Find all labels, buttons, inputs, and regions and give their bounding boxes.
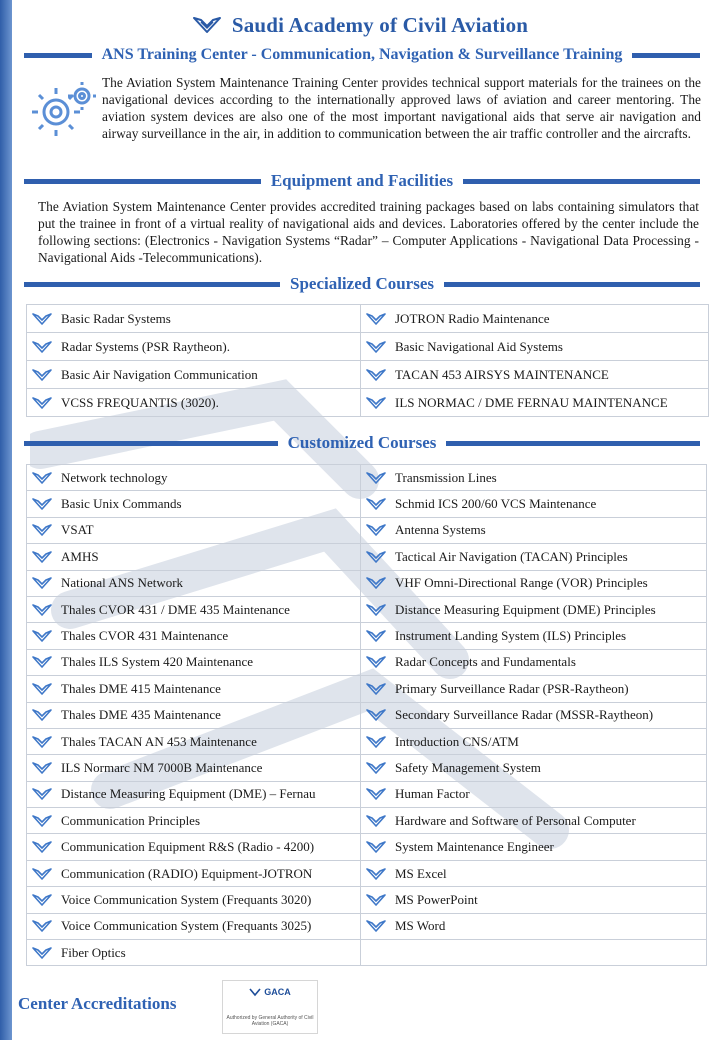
table-cell xyxy=(361,389,709,417)
course-name: ILS Normarc NM 7000B Maintenance xyxy=(61,759,263,775)
course-name: Distance Measuring Equipment (DME) Principles xyxy=(395,601,656,617)
wings-bullet-icon xyxy=(31,523,53,537)
course-name: JOTRON Radio Maintenance xyxy=(395,310,550,326)
table-row xyxy=(27,361,709,389)
wings-bullet-icon xyxy=(365,368,387,382)
course-name: Communication Equipment R&S (Radio - 4200) xyxy=(61,839,315,855)
course-name: Voice Communication System (Frequants 3025) xyxy=(61,918,312,934)
gaca-logo-text: GACA xyxy=(264,987,291,997)
course-name: MS PowerPoint xyxy=(395,891,478,907)
table-row xyxy=(27,728,707,754)
specialized-courses-table xyxy=(26,304,709,417)
course-name: TACAN 453 AIRSYS MAINTENANCE xyxy=(395,366,609,382)
wings-bullet-icon xyxy=(365,603,387,617)
course-name: VCSS FREQUANTIS (3020). xyxy=(61,394,219,410)
wings-bullet-icon xyxy=(365,629,387,643)
table-cell xyxy=(27,570,361,596)
wings-bullet-icon xyxy=(31,550,53,564)
table-row xyxy=(27,491,707,517)
table-cell xyxy=(361,649,707,675)
gaca-emblem-icon xyxy=(249,987,261,997)
course-name: Thales CVOR 431 / DME 435 Maintenance xyxy=(61,601,290,617)
table-cell xyxy=(361,702,707,728)
wings-bullet-icon xyxy=(365,523,387,537)
table-row xyxy=(27,305,709,333)
table-cell xyxy=(361,781,707,807)
course-name: Distance Measuring Equipment (DME) – Fernau xyxy=(61,786,316,802)
wings-bullet-icon xyxy=(31,814,53,828)
wings-bullet-icon xyxy=(31,655,53,669)
table-row xyxy=(27,333,709,361)
wings-emblem-icon xyxy=(192,15,222,35)
table-cell xyxy=(361,860,707,886)
page-header xyxy=(0,10,720,40)
wings-bullet-icon xyxy=(365,787,387,801)
table-row xyxy=(27,834,707,860)
table-cell xyxy=(361,940,707,966)
table-cell xyxy=(27,808,361,834)
page-title: Saudi Academy of Civil Aviation xyxy=(231,12,529,37)
course-name: Safety Management System xyxy=(395,759,541,775)
table-cell xyxy=(361,623,707,649)
table-cell xyxy=(27,913,361,939)
table-cell xyxy=(361,728,707,754)
intro-paragraph: The Aviation System Maintenance Training Center provides technical support materials for the trainees on the navigational devices according to the internationally approved laws of aviation and career mentoring. The aviation system devices are also one of the most important navigational aids that serve air navigation and airway surveillance in the air, in addition to communication between the air traffic controller and the aircrafts. xyxy=(102,75,701,141)
table-row xyxy=(27,544,707,570)
wings-bullet-icon xyxy=(365,893,387,907)
gaca-accreditation-logo xyxy=(222,980,318,1034)
wings-bullet-icon xyxy=(31,368,53,382)
left-accent-bar xyxy=(0,0,12,1040)
course-name: MS Excel xyxy=(395,865,447,881)
wings-bullet-icon xyxy=(365,312,387,326)
course-name: Basic Radar Systems xyxy=(61,310,171,326)
table-cell xyxy=(361,887,707,913)
table-row xyxy=(27,517,707,543)
section-title: Customized Courses xyxy=(287,433,437,452)
wings-bullet-icon xyxy=(365,497,387,511)
course-name: Thales DME 435 Maintenance xyxy=(61,707,221,723)
course-name: Secondary Surveillance Radar (MSSR-Raytheon) xyxy=(395,707,654,723)
customized-courses-table xyxy=(26,464,707,966)
divider xyxy=(24,441,278,446)
divider xyxy=(24,179,261,184)
gaca-caption: Authorized by General Authority of Civil Aviation (GACA) xyxy=(226,1015,314,1027)
table-row xyxy=(27,887,707,913)
course-name: Human Factor xyxy=(395,786,470,802)
wings-bullet-icon xyxy=(365,576,387,590)
table-cell xyxy=(361,544,707,570)
wings-bullet-icon xyxy=(365,840,387,854)
course-name: Basic Unix Commands xyxy=(61,496,182,512)
table-cell xyxy=(361,491,707,517)
course-name: Basic Air Navigation Communication xyxy=(61,366,258,382)
course-name: Schmid ICS 200/60 VCS Maintenance xyxy=(395,496,597,512)
table-row xyxy=(27,596,707,622)
wings-bullet-icon xyxy=(31,629,53,643)
table-cell xyxy=(361,570,707,596)
course-name: MS Word xyxy=(395,918,446,934)
wings-bullet-icon xyxy=(365,761,387,775)
table-cell xyxy=(27,596,361,622)
table-cell xyxy=(27,623,361,649)
table-cell xyxy=(27,389,361,417)
table-cell xyxy=(27,465,361,491)
table-cell xyxy=(361,333,709,361)
section-head-equipment xyxy=(24,170,700,192)
wings-bullet-icon xyxy=(31,761,53,775)
table-cell xyxy=(361,517,707,543)
course-name: AMHS xyxy=(61,548,99,564)
course-name: VHF Omni-Directional Range (VOR) Principles xyxy=(395,575,648,591)
wings-bullet-icon xyxy=(365,708,387,722)
table-cell xyxy=(27,361,361,389)
table-cell xyxy=(27,781,361,807)
wings-bullet-icon xyxy=(365,471,387,485)
divider xyxy=(24,282,280,287)
wings-bullet-icon xyxy=(31,946,53,960)
table-cell xyxy=(27,702,361,728)
table-row xyxy=(27,649,707,675)
wings-bullet-icon xyxy=(365,340,387,354)
table-cell xyxy=(361,596,707,622)
course-name: Thales TACAN AN 453 Maintenance xyxy=(61,733,257,749)
table-cell xyxy=(27,649,361,675)
course-name: Radar Systems (PSR Raytheon). xyxy=(61,338,230,354)
section-title: Equipment and Facilities xyxy=(270,171,454,190)
divider xyxy=(632,53,700,58)
section-head-intro xyxy=(24,44,700,66)
wings-bullet-icon xyxy=(31,471,53,485)
wings-bullet-icon xyxy=(31,340,53,354)
wings-bullet-icon xyxy=(365,919,387,933)
wings-bullet-icon xyxy=(31,867,53,881)
course-name: Antenna Systems xyxy=(395,522,486,538)
wings-bullet-icon xyxy=(365,867,387,881)
course-name: Radar Concepts and Fundamentals xyxy=(395,654,576,670)
table-cell xyxy=(361,676,707,702)
table-row xyxy=(27,570,707,596)
wings-bullet-icon xyxy=(31,787,53,801)
table-row xyxy=(27,755,707,781)
course-name: Thales ILS System 420 Maintenance xyxy=(61,654,254,670)
table-row xyxy=(27,781,707,807)
table-cell xyxy=(27,940,361,966)
course-name: System Maintenance Engineer xyxy=(395,839,554,855)
course-name: Voice Communication System (Frequants 3020) xyxy=(61,891,312,907)
wings-bullet-icon xyxy=(365,682,387,696)
course-name: Transmission Lines xyxy=(395,469,497,485)
course-name: Hardware and Software of Personal Computer xyxy=(395,812,636,828)
table-cell xyxy=(361,361,709,389)
course-name: Instrument Landing System (ILS) Principles xyxy=(395,628,627,644)
table-row xyxy=(27,702,707,728)
table-cell xyxy=(27,676,361,702)
section-head-specialized xyxy=(24,273,700,295)
wings-bullet-icon xyxy=(365,550,387,564)
section-title: Specialized Courses xyxy=(289,274,435,293)
course-name: Fiber Optics xyxy=(61,944,126,960)
course-name: ILS NORMAC / DME FERNAU MAINTENANCE xyxy=(395,394,668,410)
section-title: ANS Training Center - Communication, Navigation & Surveillance Training xyxy=(101,46,623,63)
divider xyxy=(446,441,700,446)
section-head-customized xyxy=(24,432,700,454)
course-name: Communication Principles xyxy=(61,812,201,828)
table-cell xyxy=(361,305,709,333)
table-row xyxy=(27,860,707,886)
course-name: Tactical Air Navigation (TACAN) Principles xyxy=(395,548,628,564)
table-row xyxy=(27,465,707,491)
course-name: Primary Surveillance Radar (PSR-Raytheon) xyxy=(395,680,629,696)
course-name: Communication (RADIO) Equipment-JOTRON xyxy=(61,865,313,881)
wings-bullet-icon xyxy=(31,919,53,933)
table-cell xyxy=(27,728,361,754)
wings-bullet-icon xyxy=(31,893,53,907)
divider xyxy=(24,53,92,58)
wings-bullet-icon xyxy=(31,396,53,410)
course-name: Thales CVOR 431 Maintenance xyxy=(61,628,229,644)
table-row xyxy=(27,623,707,649)
wings-bullet-icon xyxy=(31,312,53,326)
table-row xyxy=(27,940,707,966)
table-cell xyxy=(27,834,361,860)
wings-bullet-icon xyxy=(31,603,53,617)
equipment-paragraph: The Aviation System Maintenance Center provides accredited training packages based on labs containing simulators that put the trainee in front of a virtual reality of navigational aids and devices. Laboratories offered by the center include the following sections: (Electronics - Navigation Systems “Radar” – Computer Applications - Navigational Data Processing - Navigational Aids -Telecommunications). xyxy=(38,199,699,265)
table-cell xyxy=(361,834,707,860)
wings-bullet-icon xyxy=(31,576,53,590)
course-name: Introduction CNS/ATM xyxy=(395,733,519,749)
table-cell xyxy=(361,913,707,939)
table-cell xyxy=(27,333,361,361)
wings-bullet-icon xyxy=(31,682,53,696)
table-cell xyxy=(361,808,707,834)
table-row xyxy=(27,808,707,834)
table-row xyxy=(27,913,707,939)
gaca-logo xyxy=(249,987,291,997)
divider xyxy=(463,179,700,184)
wings-bullet-icon xyxy=(365,814,387,828)
course-name: Thales DME 415 Maintenance xyxy=(61,680,221,696)
table-cell xyxy=(27,544,361,570)
table-row xyxy=(27,676,707,702)
course-name: National ANS Network xyxy=(61,575,184,591)
wings-bullet-icon xyxy=(31,735,53,749)
table-cell xyxy=(27,517,361,543)
wings-bullet-icon xyxy=(31,840,53,854)
table-cell xyxy=(27,887,361,913)
gears-icon xyxy=(30,80,100,144)
divider xyxy=(444,282,700,287)
wings-bullet-icon xyxy=(365,396,387,410)
table-cell xyxy=(361,465,707,491)
table-cell xyxy=(27,305,361,333)
accreditations-title: Center Accreditations xyxy=(18,994,177,1013)
table-row xyxy=(27,389,709,417)
course-name: Network technology xyxy=(61,469,168,485)
wings-bullet-icon xyxy=(365,735,387,749)
table-cell xyxy=(27,755,361,781)
wings-bullet-icon xyxy=(31,497,53,511)
course-name: Basic Navigational Aid Systems xyxy=(395,338,563,354)
table-cell xyxy=(27,860,361,886)
table-cell xyxy=(27,491,361,517)
table-cell xyxy=(361,755,707,781)
wings-bullet-icon xyxy=(31,708,53,722)
course-name: VSAT xyxy=(61,522,94,538)
wings-bullet-icon xyxy=(365,655,387,669)
